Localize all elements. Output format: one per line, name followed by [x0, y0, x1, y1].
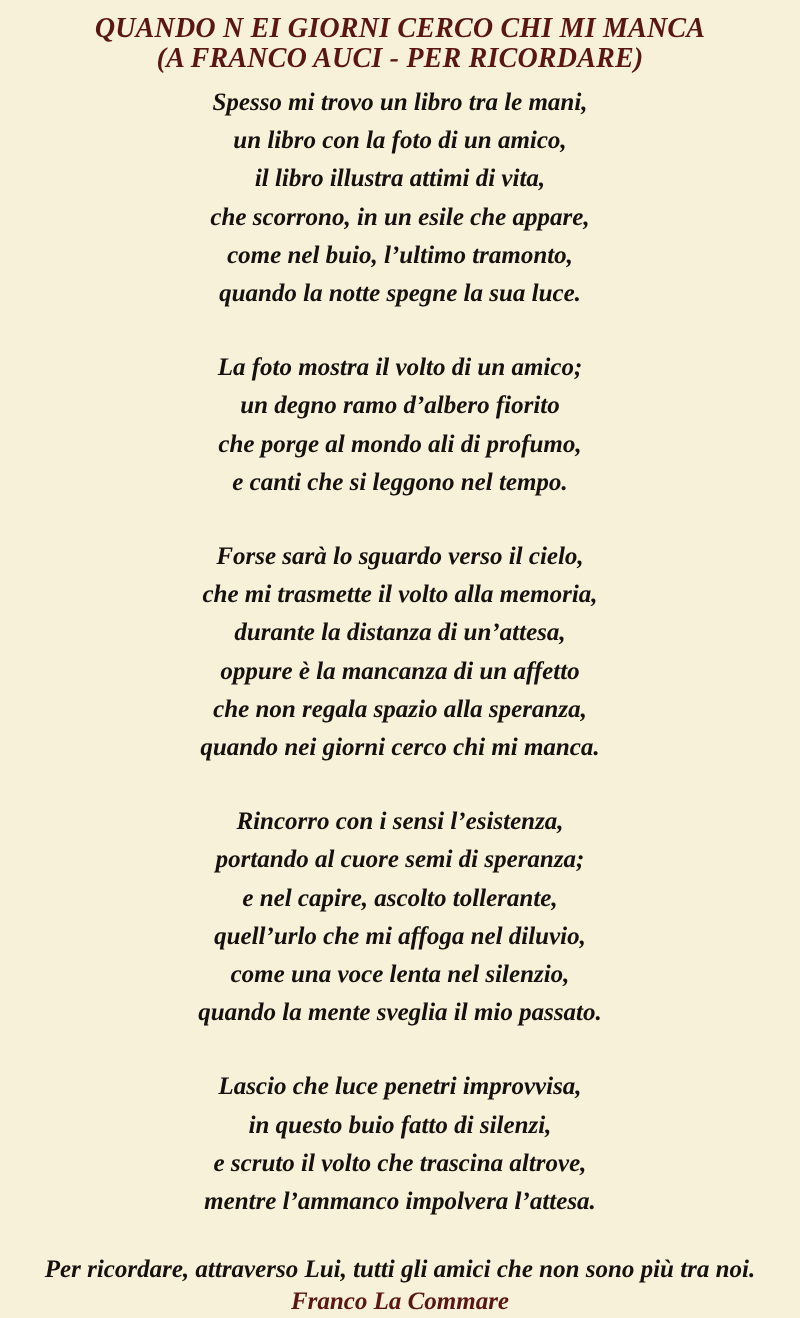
verse-line: quell’urlo che mi affoga nel diluvio,: [214, 922, 586, 950]
verse-line: in questo buio fatto di silenzi,: [248, 1111, 552, 1139]
stanza-2: [0, 349, 800, 502]
verse-line: durante la distanza di un’attesa,: [234, 619, 566, 647]
verse-line: quando la mente sveglia il mio passato.: [198, 999, 602, 1027]
verse-line: e canti che si leggono nel tempo.: [232, 468, 568, 496]
verse-line: Lascio che luce penetri improvvisa,: [218, 1073, 582, 1101]
stanza-4: [0, 803, 800, 1032]
author-signature: Franco La Commare: [290, 1288, 510, 1316]
stanza-5: [0, 1068, 800, 1221]
poem-title: [0, 14, 800, 74]
verse-line: un libro con la foto di un amico,: [233, 127, 567, 155]
verse-line: come una voce lenta nel silenzio,: [230, 961, 570, 989]
dedication: Per ricordare, attraverso Lui, tutti gli amici che non sono più tra noi.: [44, 1256, 756, 1284]
verse-line: Forse sarà lo sguardo verso il cielo,: [216, 543, 584, 571]
title-line-2: (A FRANCO AUCI - PER RICORDARE): [156, 43, 644, 74]
title-line-1: QUANDO N EI GIORNI CERCO CHI MI MANCA: [94, 13, 706, 44]
verse-line: e nel capire, ascolto tollerante,: [242, 884, 558, 912]
verse-line: mentre l’ammanco impolvera l’attesa.: [204, 1188, 596, 1216]
verse-line: che non regala spazio alla speranza,: [213, 695, 587, 723]
stanza-3: [0, 538, 800, 767]
verse-line: Spesso mi trovo un libro tra le mani,: [212, 89, 588, 116]
verse-line: che mi trasmette il volto alla memoria,: [202, 581, 598, 609]
stanza-1: [0, 84, 800, 313]
verse-line: un degno ramo d’albero fiorito: [240, 392, 560, 420]
verse-line: che porge al mondo ali di profumo,: [218, 430, 582, 458]
verse-line: che scorrono, in un esile che appare,: [210, 203, 590, 231]
verse-line: oppure è la mancanza di un affetto: [220, 657, 580, 685]
verse-line: La foto mostra il volto di un amico;: [217, 354, 583, 382]
verse-line: quando nei giorni cerco chi mi manca.: [200, 734, 600, 762]
verse-line: e scruto il volto che trascina altrove,: [213, 1149, 587, 1177]
verse-line: Rincorro con i sensi l’esistenza,: [236, 808, 564, 836]
verse-line: il libro illustra attimi di vita,: [254, 165, 546, 193]
verse-line: quando la notte spegne la sua luce.: [219, 280, 581, 308]
verse-line: come nel buio, l’ultimo tramonto,: [227, 241, 573, 269]
verse-line: portando al cuore semi di speranza;: [215, 846, 585, 874]
